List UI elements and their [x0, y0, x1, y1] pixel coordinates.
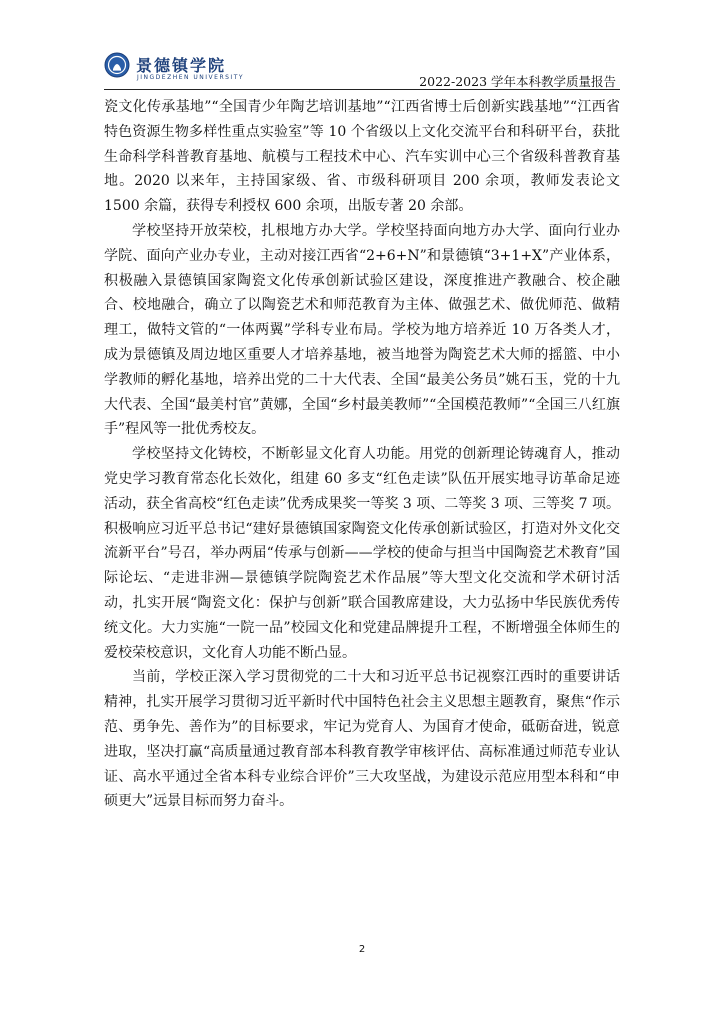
logo-english-name: JINGDEZHEN UNIVERSITY: [137, 74, 245, 81]
paragraph-continuation: 瓷文化传承基地”“全国青少年陶艺培训基地”“江西省博士后创新实践基地”“江西省特色资源生物多样性重点实验室”等 10 个省级以上文化交流平台和科研平台，获批生命科学科普教育基地、航模与工程技术中心、汽车实训中心三个省级科普教育基地。2020 以来年，主持国家级、省、市级科研项目 200 余项，教师发表论文 1500 余篇，获得专利授权 600 余项，出版专著 20 余部。: [104, 99, 620, 215]
paragraph-current-goals: 当前，学校正深入学习贯彻党的二十大和习近平总书记视察江西时的重要讲话精神，扎实开展学习贯彻习近平新时代中国特色社会主义思想主题教育，聚焦“作示范、勇争先、善作为”的目标要求，牢记为党育人、为国育才使命，砥砺奋进，锐意进取，坚决打赢“高质量通过教育部本科教育教学审核评估、高标准通过师范专业认证、高水平通过全省本科专业综合评价”三大攻坚战，为建设示范应用型本科和“申硕更大”远景目标而努力奋斗。: [104, 669, 620, 810]
paragraph-open-school: 学校坚持开放荣校，扎根地方办大学。学校坚持面向地方办大学、面向行业办学院、面向产业办专业，主动对接江西省“2+6+N”和景德镇“3+1+X”产业体系，积极融入景德镇国家陶瓷文化传承创新试验区建设，深度推进产教融合、校企融合、校地融合，确立了以陶瓷艺术和师范教育为主体、做强艺术、做优师范、做精理工，做特文管的“一体两翼”学科专业布局。学校为地方培养近 10 万各类人才，成为景德镇及周边地区重要人才培养基地，被当地誉为陶瓷艺术大师的摇篮、中小学教师的孵化基地，培养出党的二十大代表、全国“最美公务员”姚石玉，党的十九大代表、全国“最美村官”黄娜，全国“乡村最美教师”“全国模范教师”“全国三八红旗手”程风等一批优秀校友。: [104, 222, 620, 438]
university-emblem-icon: [104, 52, 130, 78]
report-title: 2022-2023 学年本科教学质量报告: [419, 74, 616, 89]
university-logo: [104, 50, 244, 86]
body-text: [104, 95, 620, 814]
page-header: [104, 50, 620, 90]
page-number: 2: [358, 944, 366, 955]
header-divider: [104, 89, 620, 90]
logo-chinese-name: 景德镇学院: [136, 56, 227, 75]
paragraph-culture-school: 学校坚持文化铸校，不断彰显文化育人功能。用党的创新理论铸魂育人，推动党史学习教育常态化长效化，组建 60 多支“红色走读”队伍开展实地寻访革命足迹活动，获全省高校“红色走读”优秀成果奖一等奖 3 项、二等奖 3 项、三等奖 7 项。积极响应习近平总书记“建好景德镇国家陶瓷文化传承创新试验区，打造对外文化交流新平台”号召，举办两届“传承与创新——学校的使命与担当中国陶瓷艺术教育”国际论坛、“走进非洲—景德镇学院陶瓷艺术作品展”等大型文化交流和学术研讨活动，扎实开展“陶瓷文化：保护与创新”联合国教席建设，大力弘扬中华民族优秀传统文化。大力实施“一院一品”校园文化和党建品牌提升工程，不断增强全体师生的爱校荣校意识，文化育人功能不断凸显。: [104, 446, 620, 661]
